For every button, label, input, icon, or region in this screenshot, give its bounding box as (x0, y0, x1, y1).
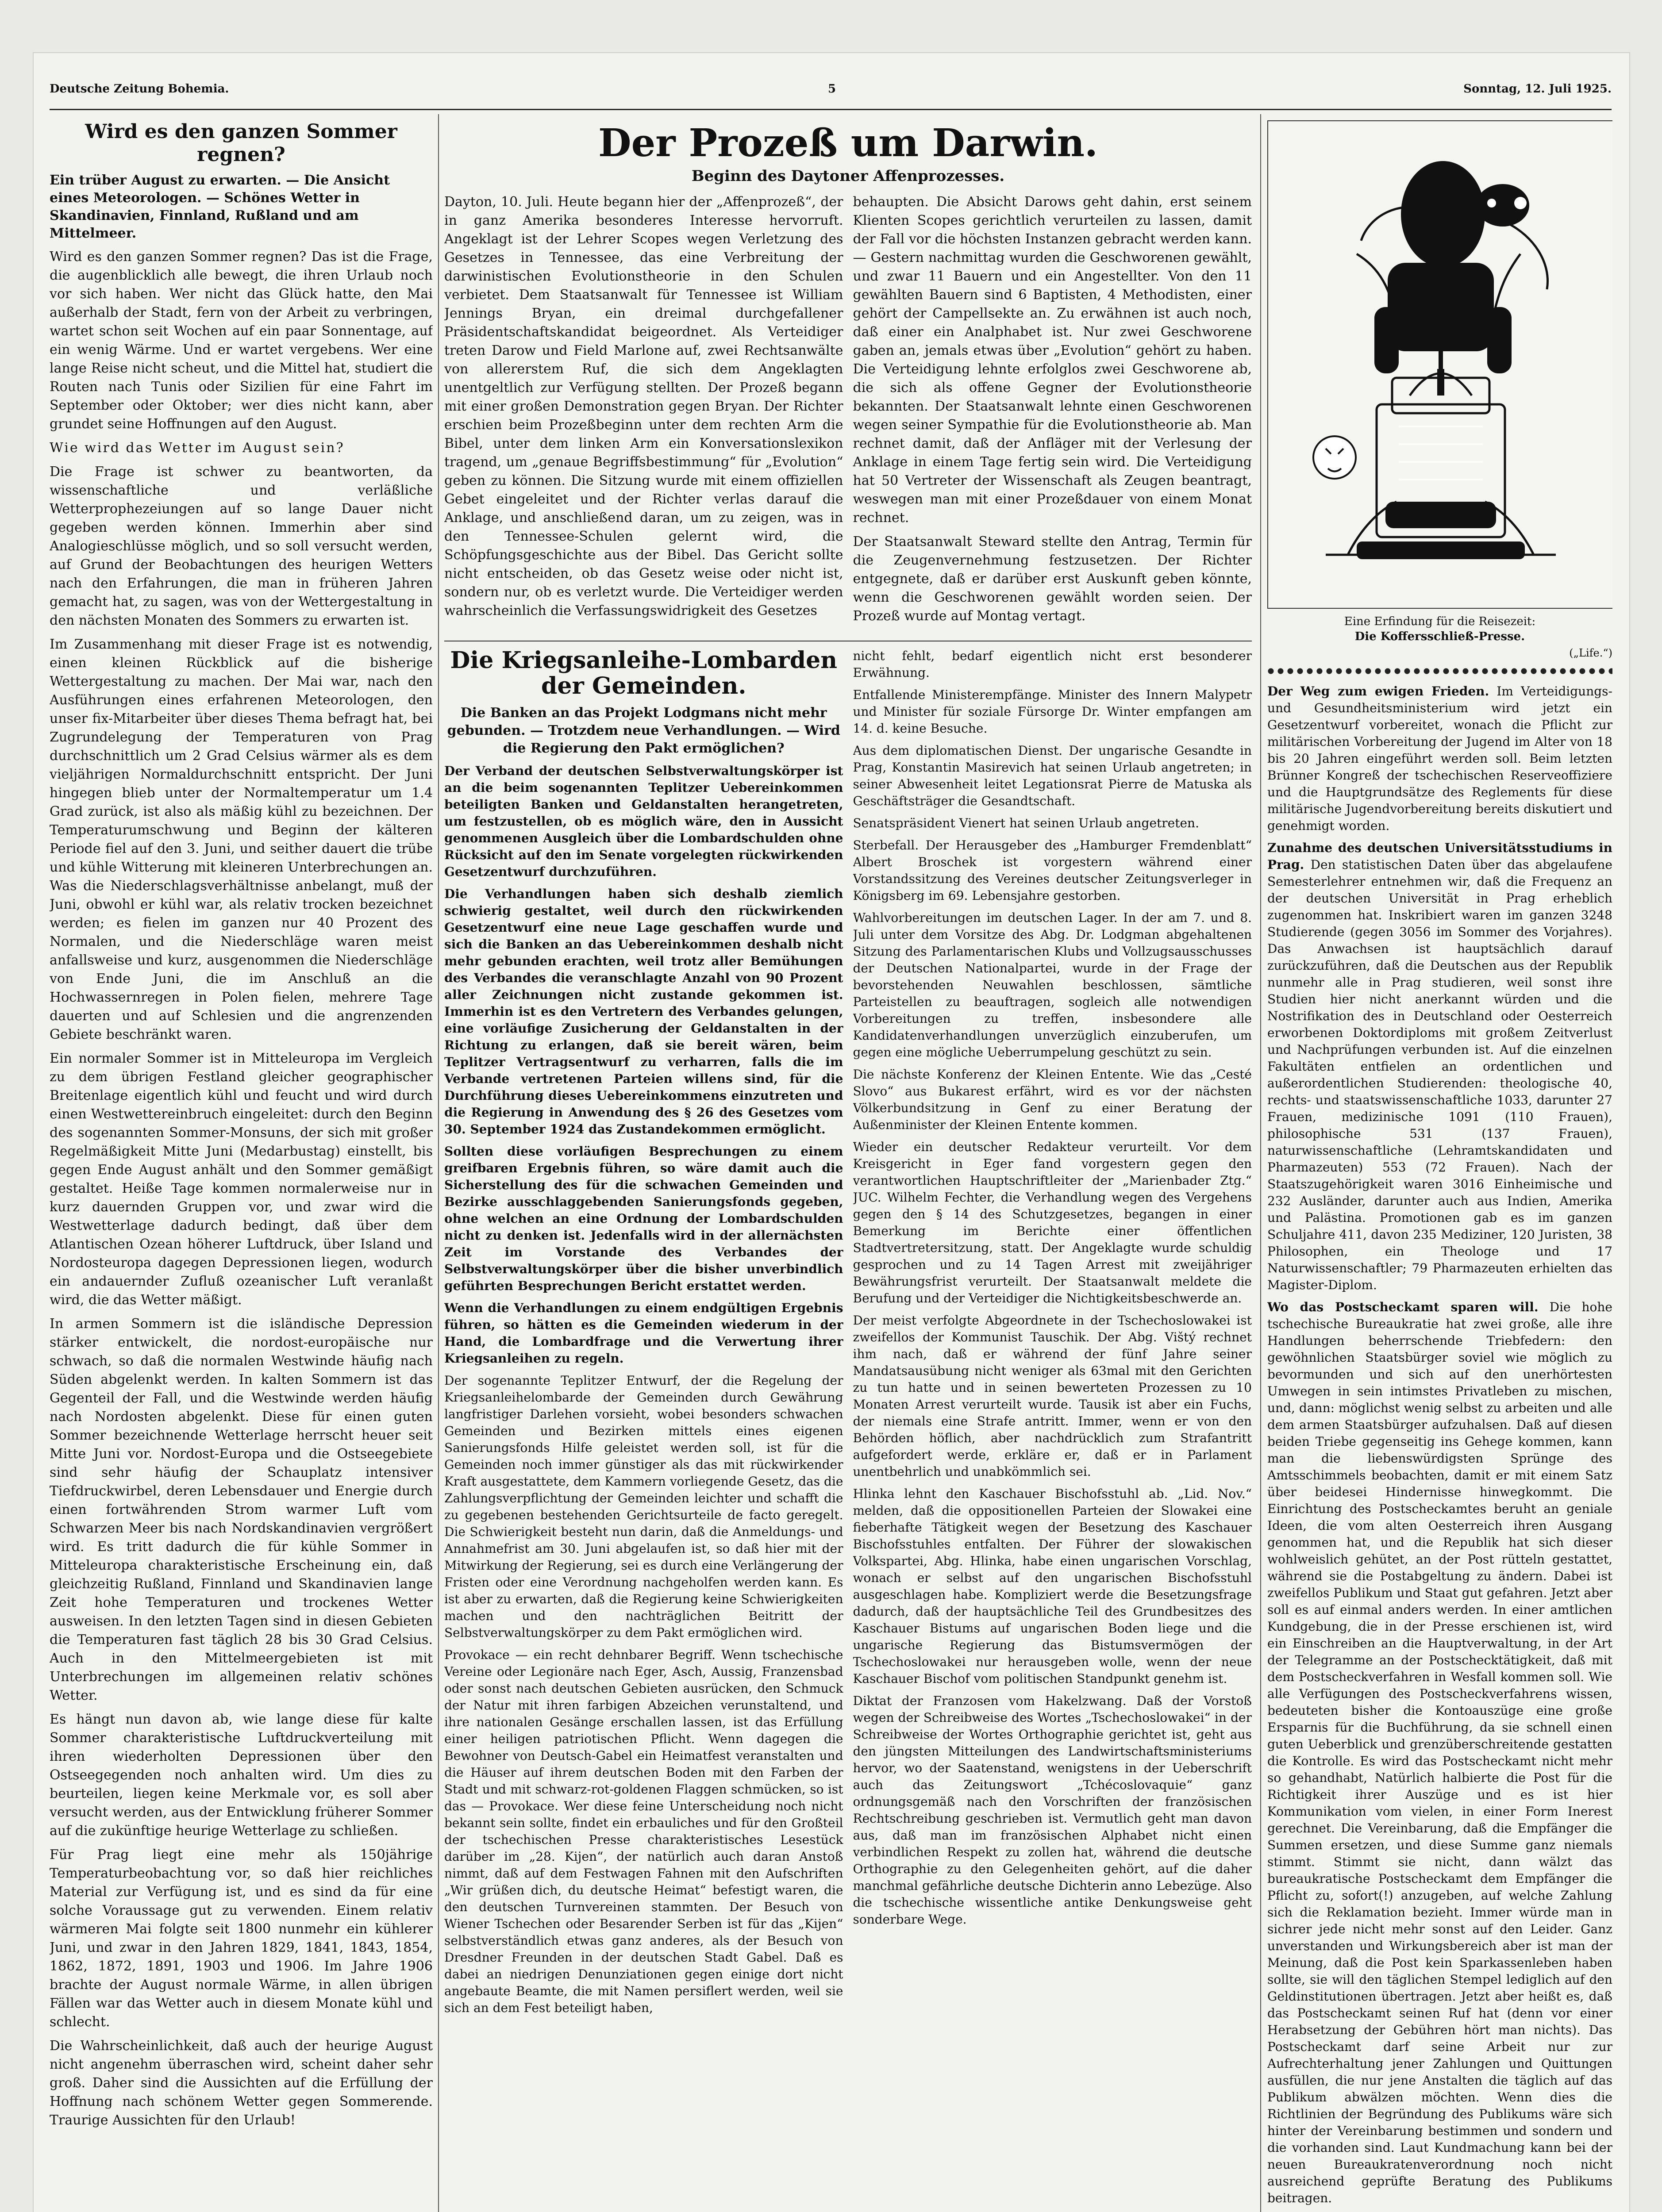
brief-paragraph: Die nächste Konferenz der Kleinen Entente. Wie das „Cesté Slovo“ aus Bukarest erfährt, wird es vor der nächsten Völkerbundsitzung in Genf zu einer Beratung der Außenminister der Kleinen Entente kommen. (853, 1067, 1252, 1132)
article-postscheck-body: Die hohe tschechische Bureaukratie hat zwei große, alle ihre Handlungen beherrschende Triebfedern: den gewöhnlichen Staatsbürger soviel wie möglich zu bevormunden und sich auf den unerhörtesten Umwegen in sein intimstes Privatleben zu mischen, und, dann: möglichst wenig selbst zu arbeiten und alle dem armen Staatsbürger aufzuhalsen. Daß auf diesen beiden Triebe gegenseitig ins Gehege kommen, kann man die liebenswürdigsten Sprünge des Amtsschimmels beobachten, damit er mit einem Satz über beidesei Hindernisse hinwegkommt. Die Einrichtung des Postscheckamtes beruht an geniale Ideen, die vom alten Oesterreich ihren Ausgang genommen hat, und die Republik hat sich dieser wohlweislich gehütet, an der Post rütteln gestattet, während sie die Postabgeltung zu ändern. Dabei ist zweifellos Publikum und Staat gut gefahren. Jetzt aber soll es auf einmal anders werden. In einer amtlichen Kundgebung, die in der Presse erschienen ist, wird ein Einschreiben an die Hauptverwaltung, in der Art der Telegramme an der Postschecktätigkeit, daß mit dem Postscheckverfahren in Wesfall kommen soll. Wie alle Verfügungen des Postscheckverfahrens wissen, bedeuteten bisher die Kontoauszüge eine große Ersparnis für die Buchführung, da sie schnell einen guten Ueberblick und grenzüberschreitende gestatten die Kontrolle. Es wird das Postscheckamt nicht mehr so gehandhabt, Natürlich halbierte die Post für die Richtigkeit ihrer Auszüge und es ist hier Kommunikation vom vielen, in einer Form Inerest gerechnet. Die Vereinbarung, daß die Empfänger die Summen ersetzen, und diese Summe ganz niemals stimmt. Stimmt sie nicht, dann wälzt das bureaukratische Postscheckamt dem Empfänger die Pflicht zu, sofort(!) anzugeben, auf welche Zahlung sich die Reklamation bezieht. Immer würde man in sichrer jede nicht mehr sonst auf den Leider. Ganz unverstanden und Wirkungsbereich aber ist man der Meinung, daß die Post kein Sparkassenleben haben sollte, sie will den täglichen Stempel lediglich auf den Geldinstitutionen übertragen. Jetzt aber heißt es, daß das Postscheckamt seinen Ruf hat (denn vor einer Herabsetzung der Gebühren hört man nichts). Das Postscheckamt darf seine Arbeit nur zur Aufrechterhaltung jener Zahlungen und Quittungen ausfüllen, die nur jene Anstalten die täglich auf das Publikum abwälzen möchten. Wenn dies die Richtlinien der Begründung des Publikums wäre sich hinter der Vereinbarung bestimmen und sondern und die vorhanden sind. Laut Kundmachung kann bei der neuen Bureaukratenverordnung noch nicht ausreichend geprüfte Beratung des Publikums beitragen. (1267, 1300, 1612, 2205)
weather-paragraph: Die Frage ist schwer zu beantworten, da wissenschaftliche und verläßliche Wetterprophezeiungen auf so lange Dauer nicht gegeben werden können. Immerhin aber sind Analogieschlüsse möglich, und so soll versucht werden, auf Grund der Beobachtungen des heurigen Wetters nach den Erfahrungen, die man in früheren Jahren gemacht hat, zu sagen, was von der Wettergestaltung in den nächsten Monaten des Sommers zu erwarten ist. (50, 464, 433, 628)
lombard-paragraph: Der sogenannte Teplitzer Entwurf, der die Regelung der Kriegsanleihelombarde der Gemeinden durch Gewährung langfristiger Darlehen vorsieht, wobei besonders schwachen Gemeinden und Bezirken mittels eines eigenen Sanierungsfonds Hilfe geleistet werden soll, ist für die Gemeinden noch immer günstiger als das mit rückwirkender Kraft ausgestattete, dem Kammern vorliegende Gesetz, das die Zahlungsverpflichtung der Gemeinden leichter und schafft die zu gegebenen bestehenden Gerichtsurteile de facto geregelt. Die Schwierigkeit besteht nun darin, daß die Anmeldungs- und Annahmefrist am 30. Juni abgelaufen ist, so daß hier mit der Mitwirkung der Regierung, sei es durch eine Verlängerung der Fristen oder eine Verordnung nachgeholfen werden kann. Es ist aber zu erwarten, daß die Regierung keine Schwierigkeiten machen und den nachträglichen Beitritt der Selbstverwaltungskörper zu dem Pakt ermöglichen wird. (444, 1373, 843, 1640)
page-number: 5 (827, 82, 836, 96)
article-peace-body: Im Verteidigungs- und Gesundheitsministerium wird jetzt ein Gesetzentwurf vorbereitet, wonach die Pflicht zur militärischen Vorbereitung der Jugend im Alter von 18 bis 20 Jahren eingeführt werden soll. Beim letzten Brünner Kongreß der tschechischen Reserveoffiziere und die Hauptgrundsätze des Reglements für diese militärische Jugendvorbereitung bereits diskutiert und genehmigt worden. (1267, 684, 1612, 833)
lombard-article (444, 648, 843, 2022)
brief-paragraph: Hlinka lehnt den Kaschauer Bischofsstuhl ab. „Lid. Nov.“ melden, daß die oppositionellen Parteien der Slowakei eine fieberhafte Tätigkeit wegen der Besetzung des Kaschauer Bischofsstuhles entfalten. Der Führer der slowakischen Volkspartei, Abg. Hlinka, habe einen ungarischen Vorschlag, wonach er selbst auf den ungarischen Bischofsstuhl ausgeschlagen habe. Kompliziert werde die Besetzungsfrage dadurch, daß der hauptsächliche Teil des Grundbesitzes des Kaschauer Bistums auf ungarischen Boden liege und die ungarische Regierung das Bistumsvermögen der Tschechoslowakei nur herausgeben wolle, wenn der neue Kaschauer Bischof vom politischen Standpunkt genehm ist. (853, 1486, 1252, 1686)
weather-paragraph: Im Zusammenhang mit dieser Frage ist es notwendig, einen kleinen Rückblick auf die bisherige Wettergestaltung zu machen. Der Mai war, nach den Ausführungen eines erfahrenen Meteorologen, den unser fix-Mitarbeiter über dieses Thema befragt hat, bei Zugrundelegung der Temperaturen von Prag durchschnittlich um 2 Grad Celsius wärmer als es dem vieljährigen Normaldurchschnitt entspricht. Der Juni hingegen blieb unter der Normaltemperatur um 1.4 Grad zurück, ist also als mäßig kühl zu bezeichnen. Der Temperaturumschwung und Beginn der kälteren Periode fiel auf den 3. Juni, und seither dauert die trübe und kühle Witterung mit kleineren Unterbrechungen an. Was die Niederschlagsverhältnisse anbelangt, muß der Juni, obwohl er kühl war, als relativ trocken bezeichnet werden; es fielen im ganzen nur 40 Prozent des Normalen, und die Niederschläge waren meist anfallsweise und kurz, ausgenommen die Niederschläge von Ende Juni, die im Anschluß an die Hochwassernregen in Polen fielen, mehrere Tage dauerten und auf Schlesien und die angrenzenden Gebiete beschränkt waren. (50, 637, 433, 1042)
header-rule (50, 109, 1612, 110)
news-briefs-body (853, 648, 1252, 1928)
weather-article-body (50, 248, 433, 2130)
right-column-articles (1267, 683, 1612, 2207)
column-divider-1 (438, 114, 439, 2212)
weather-paragraph: Die Wahrscheinlichkeit, daß auch der heurige August nicht angenehm überraschen wird, scheint daher sehr groß. Daher sind die Aussichten auf die Erfüllung der Hoffnung nach schönem Wetter gegen Sommerende. Traurige Aussichten für den Urlaub! (50, 2038, 433, 2128)
illustration-credit: („Life.“) (1569, 647, 1612, 659)
lombard-paragraph: Wenn die Verhandlungen zu einem endgültigen Ergebnis führen, so hätten es die Gemeinden wiederum in der Hand, die Lombardfrage und die Verwertung ihrer Kriegsanleihen zu regeln. (444, 1301, 843, 1366)
lombard-headline: Die Kriegsanleihe-Lombarden der Gemeinden. (450, 648, 838, 699)
article-peace-title: Der Weg zum ewigen Frieden. (1267, 684, 1489, 699)
darwin-headline: Der Prozeß um Darwin. (598, 121, 1098, 165)
weather-column (50, 120, 433, 2212)
weather-paragraph: Ein normaler Sommer ist in Mitteleuropa im Vergleich zu dem übrigen Festland gleicher geographischer Breitenlage eigentlich kühl und feucht und wird durch einen Westwettereinbruch eingeleitet: durch den Beginn des sogenannten Sommer-Monsuns, der sich mit großer Regelmäßigkeit Mitte Juni (Medarbustag) einstellt, bis gegen Ende August anhält und den Sommer gemäßigt gestaltet. Heiße Tage kommen normalerweise nur in kurz dauernden Gruppen vor, und zwar wird die Westwetterlage dadurch bedingt, daß über dem Atlantischen Ozean höherer Luftdruck, über Island und Nordosteuropa dagegen Depressionen liegen, wodurch ein andauernder Zufluß ozeanischer Luft veranlaßt wird, die das Wetter mäßigt. (50, 1051, 433, 1308)
newspaper-name: Deutsche Zeitung Bohemia. (50, 82, 229, 96)
press-illustration-icon (1268, 121, 1612, 608)
darwin-left-column (444, 193, 843, 631)
lombard-paragraph: Die Verhandlungen haben sich deshalb ziemlich schwierig gestaltet, weil durch den rückwirkenden Gesetzentwurf eine neue Lage geschaffen wurde und sich die Banken an das Uebereinkommen deshalb nicht mehr gebunden erachten, weil trotz aller Bemühungen des Verbandes die veranschlagte Anzahl von 90 Prozent aller Zeichnungen nicht zustande gekommen ist. Immerhin ist es den Vertretern des Verbandes gelungen, eine vorläufige Zusicherung der Geldanstalten in der Richtung zu erlangen, daß sie bereit wären, beim Teplitzer Vertragsentwurf zu verharren, falls die im Verbande vertretenen Parteien willens sind, für die Durchführung dieses Uebereinkommens einzutreten und die Regierung in Anwendung des § 26 des Gesetzes vom 30. September 1924 das Zustandekommen ermöglicht. (444, 887, 843, 1137)
cartoon-illustration (1267, 120, 1612, 609)
brief-paragraph: Senatspräsident Vienert hat seinen Urlaub angetreten. (853, 816, 1199, 830)
illustration-caption (1267, 614, 1612, 644)
weather-subheadline: Ein trüber August zu erwarten. — Die Ansicht eines Meteorologen. — Schönes Wetter in Skandinavien, Finnland, Rußland und am Mittelmeer. (50, 173, 390, 241)
brief-paragraph: Aus dem diplomatischen Dienst. Der ungarische Gesandte in Prag, Konstantin Masirevich hat seinen Urlaub angetreten; in seiner Abwesenheit leitet Legationsrat Pierre de Matuska als Geschäftsträger die Gesandtschaft. (853, 743, 1252, 808)
brief-paragraph: Sterbefall. Der Herausgeber des „Hamburger Fremdenblatt“ Albert Broschek ist vorgestern während einer Vorstandssitzung des Vereines deutscher Zeitungsverleger in Königsberg im 69. Lebensjahre gestorben. (853, 838, 1252, 903)
weather-paragraph: Es hängt nun davon ab, wie lange diese für kalte Sommer charakteristische Luftdruckverteilung mit ihren wiederholten Depressionen über den Ostseegegenden noch anhalten wird. Um dies zu beurteilen, liegen keine Merkmale vor, es soll aber versucht werden, aus der Entwicklung früherer Sommer auf die zukünftige heurige Wetterlage zu schließen. (50, 1712, 433, 1839)
article-university (1267, 840, 1612, 1294)
brief-paragraph: Wahlvorbereitungen im deutschen Lager. In der am 7. und 8. Juli unter dem Vorsitze des Abg. Dr. Lodgman abgehaltenen Sitzung des Parlamentarischen Klubs und Vollzugsausschusses der Deutschen Nationalpartei, wurde in der Frage der bevorstehenden Neuwahlen beschlossen, sämtliche Parteistellen zu beauftragen, sogleich alle notwendigen Vorbereitungen zu treffen, insbesondere alle Kandidatenverhandlungen unverzüglich einzuberufen, um gegen eine mögliche Ueberrumpelung geschützt zu sein. (853, 910, 1252, 1060)
article-university-body: Den statistischen Daten über das abgelaufene Semesterlehrer entnehmen wir, daß die Frequenz an der deutschen Universität in Prag erheblich zugenommen hat. Inskribiert waren im ganzen 3248 Studierende (gegen 3056 im Sommer des Vorjahres). Das Anwachsen ist hauptsächlich darauf zurückzuführen, daß die Deutschen aus der Republik nunmehr alle in Prag studieren, weil sonst ihre Studien hier nicht anerkannt würden und die Nostrifikation des in Deutschland oder Oesterreich erworbenen Doktordiploms mit großem Zeitverlust und Nachprüfungen verbunden ist. Auf die einzelnen Fakultäten entfielen an ordentlichen und außerordentlichen Studierenden: theologische 40, rechts- und staatswissenschaftliche 1033, darunter 27 Frauen, medizinische 1091 (110 Frauen), philosophische 531 (137 Frauen), naturwissenschaftliche (Lehramtskandidaten und Pharmazeuten) 553 (72 Frauen). Nach der Staatszugehörigkeit waren 3016 Einheimische und 232 Ausländer, darunter auch aus Indien, Amerika und Palästina. Promotionen gab es im ganzen Schuljahre 411, davon 235 Mediziner, 120 Juristen, 38 Philosophen, ein Theologe und 17 Naturwissenschaftler; 79 Pharmazeuten erhielten das Magister-Diplom. (1267, 857, 1612, 1292)
darwin-article-body (444, 193, 1252, 636)
weather-paragraph: Wird es den ganzen Sommer regnen? Das ist die Frage, die augenblicklich alle bewegt, die ihren Urlaub noch vor sich haben. Wer nicht das Glück hatte, den Mai außerhalb der Stadt, fern von der Arbeit zu verbringen, wartet schon seit Wochen auf ein paar Sonnentage, auf ein wenig Wärme. Und er wartet vergebens. Wer eine lange Reise nicht scheut, und die Mittel hat, studiert die Routen nach Tunis oder Sizilien für eine Fahrt im September oder Oktober; wer dies nicht kann, aber grundet seine Hoffnungen auf den August. (50, 249, 433, 432)
weather-paragraph: Für Prag liegt eine mehr als 150jährige Temperaturbeobachtung vor, so daß hier reichliches Material zur Verfügung ist, und es sind da für eine solche Voraussage gut zu verwenden. Einem relativ wärmeren Mai folgte seit 1800 nunmehr ein kühlerer Juni, und zwar in den Jahren 1829, 1841, 1843, 1854, 1862, 1872, 1891, 1903 und 1906. Im Jahre 1906 brachte der August normale Wärme, in allen übrigen Fällen war das Wetter auch in diesem Monate kühl und schlecht. (50, 1847, 433, 2030)
right-column (1267, 120, 1612, 2212)
darwin-paragraph: Der Staatsanwalt Steward stellte den Antrag, Termin für die Zeugenvernehmung festzusetzen. Der Richter entgegnete, daß er darüber erst Auskunft geben könnte, wenn die Geschworenen gewählt worden seien. Der Prozeß wurde auf Montag vertagt. (853, 534, 1252, 624)
center-column (444, 120, 1252, 2212)
darwin-subheadline: Beginn des Daytoner Affenprozesses. (691, 167, 1005, 185)
column-divider-2 (1260, 114, 1261, 2212)
article-postscheck (1267, 1299, 1612, 2207)
caption-line-1: Eine Erfindung für die Reisezeit: (1344, 615, 1536, 628)
caption-line-2: Die Koffersschließ-Presse. (1354, 630, 1525, 643)
darwin-paragraph: Dayton, 10. Juli. Heute begann hier der „Affenprozeß“, der in ganz Amerika besonderes Interesse hervorruft. Angeklagt ist der Lehrer Scopes wegen Verletzung des Gesetzes in Tennessee, das eine Verbreitung der darwinistischen Evolutionstheorie in den Schulen verbietet. Dem Staatsanwalt für Tennessee ist William Jennings Bryan, ein dreimal durchgefallener Präsidentschaftskandidat beigeordnet. Als Verteidiger treten Darow und Field Marlone auf, zwei Rechtsanwälte von allererstem Ruf, die sich dem Angeklagten unentgeltlich zur Verfügung stellten. Der Prozeß begann mit einer großen Demonstration gegen Bryan. Der Richter erschien beim Prozeßbeginn unter dem rechten Arm die Bibel, unter dem linken Arm ein Konversationslexikon tragend, um „genaue Begriffsbestimmung“ für „Evolution“ geben zu können. Die Sitzung wurde mit einem offiziellen Gebet eingeleitet und der Richter verlas darauf die Anklage, und anschließend daran, um zu zeigen, was in den Tennessee-Schulen gelernt wird, die Schöpfungsgeschichte aus der Bibel. Das Gericht sollte nicht entscheiden, ob das Gesetz weise oder nicht ist, sondern nur, ob es verletzt wurde. Die Verteidiger werden wahrscheinlich die Verfassungswidrigkeit des Gesetzes (444, 194, 843, 618)
brief-paragraph: nicht fehlt, bedarf eigentlich nicht erst besonderer Erwähnung. (853, 649, 1252, 680)
page-date: Sonntag, 12. Juli 1925. (1463, 82, 1612, 96)
lombard-paragraph: Der Verband der deutschen Selbstverwaltungskörper ist an die beim sogenannten Teplitzer Uebereinkommen beteiligten Banken und Geldanstalten herangetreten, um festzustellen, ob es möglich wäre, den in Aussicht genommenen Ausgleich über die Lombardschulden ohne Rücksicht auf den im Senate vorgelegten rückwirkenden Gesetzentwurf durchzuführen. (444, 764, 843, 879)
lombard-lead: Die Banken an das Projekt Lodgmans nicht mehr gebunden. — Trotzdem neue Verhandlungen. — Wird die Regierung den Pakt ermöglichen? (447, 705, 840, 756)
weather-paragraph: In armen Sommern ist die isländische Depression stärker entwickelt, die nordost-europäische nur schwach, so daß die normalen Westwinde häufig nach Süden abgelenkt werden. In kalten Sommern ist das Gegenteil der Fall, und die Westwinde werden häufig nach Nordosten abgelenkt. Diese für einen guten Sommer bezeichnende Wetterlage herrscht heuer seit Mitte Juni vor. Nordost-Europa und die Ostseegebiete sind sehr häufig der Schauplatz intensiver Tiefdruckwirbel, deren Lebensdauer und Energie durch einen fortwährenden Strom warmer Luft vom Schwarzen Meer bis nach Nordskandinavien vergrößert wird. Es tritt dadurch die für kühle Sommer in Mitteleuropa charakteristische Erscheinung ein, daß gleichzeitig Rußland, Finnland und Skandinavien lange Zeit hohe Temperaturen und trockenes Wetter ausweisen. In den letzten Tagen sind in diesen Gebieten die Temperaturen fast täglich 28 bis 30 Grad Celsius. Auch in den Mittelmeergebieten ist mit Unterbrechungen im allgemeinen relativ schönes Wetter. (50, 1316, 433, 1703)
lombard-body (444, 763, 843, 2016)
lower-center-section (444, 648, 1252, 2022)
weather-headline: Wird es den ganzen Sommer regnen? (85, 120, 397, 166)
weather-question: Wie wird das Wetter im August sein? (50, 440, 345, 456)
provokace-article: Provokace — ein recht dehnbarer Begriff. Wenn tschechische Vereine oder Legionäre nach Eger, Asch, Aussig, Franzensbad oder sonst nach deutschen Gebieten ausrücken, den Schmuck der Natur mit ihren farbigen Abzeichen verunstaltend, und ihre nationalen Gesänge erschallen lassen, ist das Erfüllung einer heiligen patriotischen Pflicht. Wenn dagegen die Bewohner von Deutsch-Gabel ein Heimatfest veranstalten und die Häuser auf ihrem deutschen Boden mit den Farben der Stadt und mit schwarz-rot-goldenen Flaggen schmücken, so ist das — Provokace. Wer diese feine Unterscheidung noch nicht bekannt sein sollte, findet ein erbauliches und für den Großteil der tschechischen Presse charakteristisches Lesestück darüber im „28. Kijen“, der natürlich auch daran Anstoß nimmt, daß auf dem Festwagen Fahnen mit den Aufschriften „Wir grüßen dich, du deutsche Heimat“ befestigt waren, die den deutschen Turnvereinen stammten. Der Besuch von Wiener Tschechen oder Besarender Serben ist für das „Kijen“ selbstverständlich etwas ganz anderes, als der Besuch von Dresdner Freunden in der deutschen Stadt Gabel. Daß es dabei an niedrigen Denunziationen gegen einige dort nicht angebaute Beamte, die mit Namen persiflert werden, weil sie sich an dem Fest beteiligt haben, (444, 1647, 843, 2015)
brief-paragraph: Wieder ein deutscher Redakteur verurteilt. Vor dem Kreisgericht in Eger fand vorgestern gegen den verantwortlichen Hauptschriftleiter der „Marienbader Ztg.“ JUC. Wilhelm Fechter, die Verhandlung wegen des Vergehens gegen den § 14 des Schutzgesetzes, begangen in einer Bemerkung im Berichte einer öffentlichen Stadtvertretersitzung, statt. Der Angeklagte wurde schuldig gesprochen und zu 14 Tagen Arrest mit zweijähriger Bewährungsfrist verurteilt. Der Staatsanwalt meldete die Berufung und der Verteidiger die Nichtigkeitsbeschwerde an. (853, 1140, 1252, 1306)
brief-paragraph: Entfallende Ministerempfänge. Minister des Innern Malypetr und Minister für soziale Fürsorge Dr. Winter empfangen am 14. d. keine Besuche. (853, 687, 1252, 736)
article-university-title: Zunahme des deutschen Universitätsstudiums in Prag. (1267, 841, 1612, 872)
darwin-paragraph: behaupten. Die Absicht Darows geht dahin, erst seinem Klienten Scopes gerichtlich verurteilen zu lassen, damit der Fall vor die höchsten Instanzen gebracht werden kann. — Gestern nachmittag wurden die Geschworenen gewählt, und zwar 11 Bauern und ein Angestellter. Von den 11 gewählten Bauern sind 6 Baptisten, 4 Methodisten, einer gehört der Campellsekte an. Zu erwähnen ist auch noch, daß einer ein Analphabet ist. Nur zwei Geschworene gaben an, jemals etwas über „Evolution“ gehört zu haben. Die Verteidigung lehnte erfolglos zwei Geschworene ab, die sich als offene Gegner der Evolutionstheorie bekannten. Der Staatsanwalt lehnte einen Geschworenen wegen seiner Sympathie für die Evolutionstheorie ab. Man rechnet damit, daß der Anfläger mit der Verlesung der Anklage in einem Tage fertig sein wird. Die Verteidigung hat 50 Vertreter der Wissenschaft als Zeugen beantragt, weswegen man mit einer Prozeßdauer von einem Monat rechnet. (853, 194, 1252, 526)
brief-paragraph: Der meist verfolgte Abgeordnete in der Tschechoslowakei ist zweifellos der Kommunist Tauschik. Der Abg. Vištý rechnet ihm nach, daß er während der fünf Jahre seiner Mandatsausübung nicht weniger als 63mal mit den Gerichten zu tun hatte und in seinen bewerteten Prozessen zu 10 Monaten Arrest verurteilt wurde. Tausik ist aber ein Fuchs, der niemals eine Strafe antritt. Immer, wenn er von den Behörden höflich, aber nachdrücklich zum Strafantritt aufgefordert werde, erkläre er, daß er in Parlament unentbehrlich und unabkömmlich sei. (853, 1313, 1252, 1479)
brief-paragraph: Diktat der Franzosen vom Hakelzwang. Daß der Vorstoß wegen der Schreibweise des Wortes „Tschechoslowakei“ in der Schreibweise der Wortes Orthographie gerichtet ist, geht aus den jüngsten Mitteilungen des Landwirtschaftsministeriums hervor, wo der Saatenstand, wenigstens in der Ueberschrift auch das Zeitungswort „Tchécoslovaquie“ ganz ordnungsgemäß nach den Vorschriften der französischen Rechtschreibung geschrieben ist. Vermutlich geht man davon aus, daß man im französischen Alphabet nicht einen verbindlichen Respekt zu zollen hat, während die deutsche Orthographie zu den Gelegenheiten gehört, auf die daher manchmal gefährliche deutsche Dichterin anno Lebezüge. Also die tschechische wissentliche antike Denkungsweise geht sonderbare Wege. (853, 1694, 1252, 1927)
page-header (50, 82, 1612, 107)
article-postscheck-title: Wo das Postscheckamt sparen will. (1267, 1300, 1539, 1314)
decorative-dot-rule (1267, 666, 1612, 676)
lombard-paragraph: Sollten diese vorläufigen Besprechungen zu einem greifbaren Ergebnis führen, so wäre damit auch die Sicherstellung des für die schwachen Gemeinden und Bezirke ausschlaggebenden Sanierungsfonds gegeben, ohne welchen an eine Ordnung der Lombardschulden nicht zu denken ist. Jedenfalls wird in der allernächsten Zeit im Vorstande des Verbandes der Selbstverwaltungskörper über die bisher unverbindlich geführten Besprechungen Bericht erstattet werden. (444, 1144, 843, 1293)
article-peace (1267, 683, 1612, 834)
darwin-right-column (853, 193, 1252, 631)
news-briefs (853, 648, 1252, 2022)
